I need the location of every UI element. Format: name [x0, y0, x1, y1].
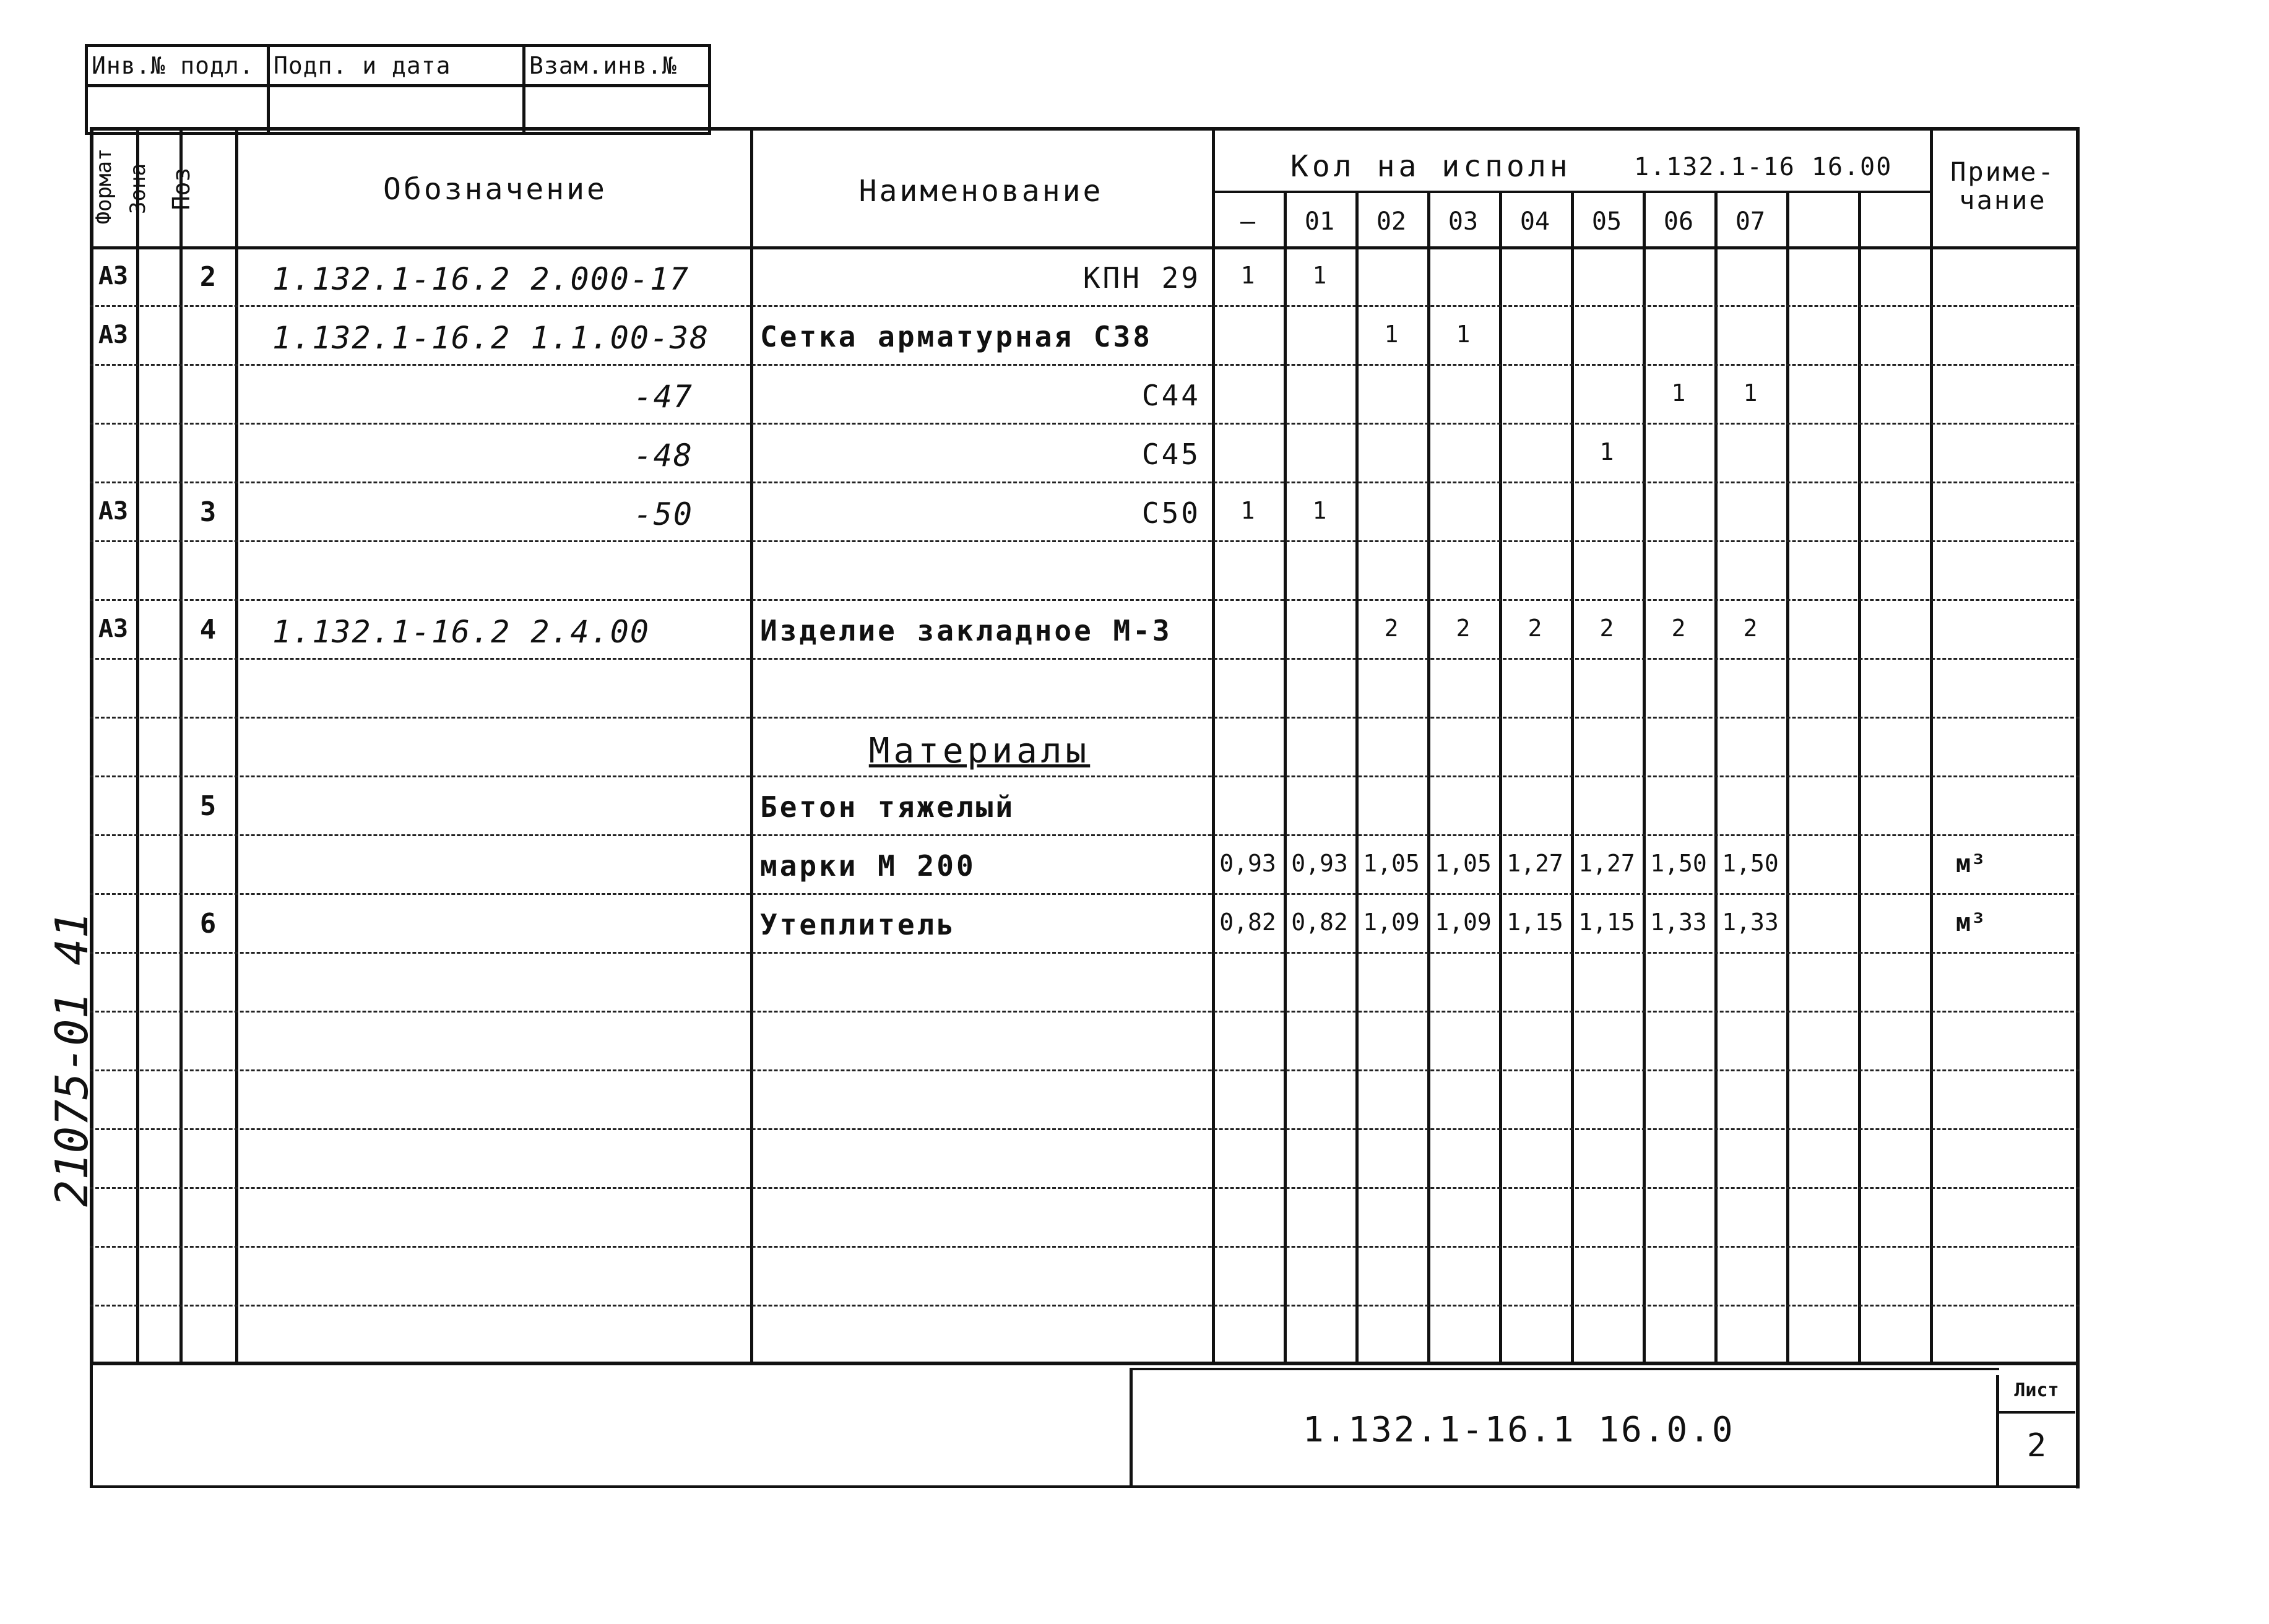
stamp-inv-cell: [87, 86, 269, 134]
title-block-left-edge: [90, 1362, 93, 1485]
sheet-number: 2: [2026, 1427, 2047, 1464]
row-qty-cell: 2: [1671, 615, 1686, 642]
sheet-label-divider: [1996, 1411, 2075, 1414]
row-name: С44: [1141, 379, 1201, 412]
variant-header: 07: [1735, 207, 1766, 236]
table-row-line: [90, 717, 2080, 719]
header-name: Наименование: [858, 174, 1104, 209]
row-qty-cell: 1,33: [1650, 909, 1707, 936]
table-row-line: [90, 775, 2080, 777]
row-designation: 1.132.1-16.2 2.000-17: [272, 261, 690, 297]
row-designation: -48: [633, 438, 693, 473]
title-block-top-rule: [90, 1362, 2080, 1365]
table-row-line: [90, 1187, 2080, 1189]
table-row-line: [90, 482, 2080, 483]
row-qty-cell: 0,93: [1219, 850, 1276, 877]
row-name: Утеплитель: [760, 908, 956, 941]
row-format: А3: [98, 262, 129, 290]
row-qty-cell: 1: [1312, 497, 1327, 524]
row-qty-cell: 1,05: [1435, 850, 1492, 877]
row-qty-cell: 1,09: [1435, 909, 1492, 936]
margin-note: 21075-01 41: [46, 912, 98, 1207]
variant-header: 01: [1304, 207, 1335, 236]
row-name: С50: [1141, 496, 1201, 530]
table-row-line: [90, 599, 2080, 601]
row-qty-cell: 1,27: [1578, 850, 1635, 877]
header-pos: Поз: [168, 167, 195, 210]
row-qty-cell: 1: [1743, 379, 1758, 407]
row-qty-cell: 1,09: [1363, 909, 1420, 936]
row-qty-cell: 1: [1240, 497, 1255, 524]
row-designation: 1.132.1-16.2 2.4.00: [272, 614, 650, 650]
stamp-replace-header: Взам.инв.№: [524, 46, 710, 86]
row-qty-cell: 2: [1384, 615, 1399, 642]
table-row-line: [90, 1246, 2080, 1248]
table-row-line: [90, 834, 2080, 836]
row-format: А3: [98, 321, 129, 349]
row-name: С45: [1141, 438, 1201, 471]
row-qty-cell: 0,82: [1219, 909, 1276, 936]
table-row-line: [90, 893, 2080, 895]
variant-header: —: [1240, 207, 1256, 236]
row-pos: 4: [199, 614, 217, 646]
row-qty-cell: 1,50: [1722, 850, 1779, 877]
row-qty-cell: 2: [1528, 615, 1542, 642]
header-format: Формат: [92, 148, 116, 225]
table-row-line: [90, 1011, 2080, 1013]
row-qty-cell: 1,15: [1578, 909, 1635, 936]
row-pos: 3: [199, 496, 217, 528]
col-line-name: [1212, 127, 1215, 1365]
row-pos: 5: [199, 790, 217, 822]
stamp-replace-cell: [524, 86, 710, 134]
table-row-line: [90, 1305, 2080, 1307]
row-qty-cell: 2: [1456, 615, 1471, 642]
header-note: Приме- чание: [1950, 157, 2055, 216]
row-designation: -47: [633, 379, 693, 415]
table-row-line: [90, 1128, 2080, 1130]
row-qty-cell: 1: [1599, 438, 1614, 465]
row-note: м³: [1956, 909, 1986, 937]
row-qty-cell: 1: [1671, 379, 1686, 407]
row-qty-cell: 0,82: [1291, 909, 1348, 936]
row-name: КПН 29: [1083, 261, 1201, 295]
header-bottom-rule: [90, 246, 2080, 249]
header-qty-title: Кол на исполн: [1290, 149, 1571, 184]
row-name: Бетон тяжелый: [760, 790, 1016, 824]
row-qty-cell: 1,15: [1506, 909, 1563, 936]
row-name: Изделие закладное М-3: [760, 614, 1172, 647]
variant-header: 02: [1376, 207, 1407, 236]
variant-header: 03: [1448, 207, 1479, 236]
table-row-line: [90, 364, 2080, 366]
variant-header: 06: [1663, 207, 1694, 236]
stamp-sign-header: Подп. и дата: [269, 46, 524, 86]
row-qty-cell: 1,50: [1650, 850, 1707, 877]
table-row-line: [90, 952, 2080, 954]
row-qty-cell: 1,33: [1722, 909, 1779, 936]
table-row-line: [90, 305, 2080, 307]
row-qty-cell: 1,05: [1363, 850, 1420, 877]
row-qty-cell: 1,27: [1506, 850, 1563, 877]
row-qty-cell: 1: [1312, 262, 1327, 289]
row-qty-cell: 2: [1743, 615, 1758, 642]
row-format: А3: [98, 615, 129, 643]
doc-number: 1.132.1-16.1 16.0.0: [1303, 1410, 1735, 1450]
stamp-sign-cell: [269, 86, 524, 134]
col-line-zone: [179, 127, 183, 1365]
row-qty-cell: 1: [1384, 321, 1399, 348]
table-row-line: [90, 540, 2080, 542]
row-name: Сетка арматурная С38: [760, 320, 1152, 353]
col-line-pos: [235, 127, 238, 1365]
table-row-line: [90, 423, 2080, 425]
row-qty-cell: 1: [1240, 262, 1255, 289]
row-designation: 1.132.1-16.2 1.1.00-38: [272, 320, 710, 356]
header-qty-doc: 1.132.1-16 16.00: [1634, 153, 1893, 181]
row-pos: 2: [199, 261, 217, 293]
row-pos: 6: [199, 908, 217, 939]
col-line-format: [136, 127, 139, 1365]
row-qty-cell: 1: [1456, 321, 1471, 348]
table-row-line: [90, 658, 2080, 660]
col-line-note: [1930, 127, 1933, 1365]
row-format: А3: [98, 497, 129, 525]
header-designation: Обозначение: [383, 172, 607, 207]
row-qty-cell: 0,93: [1291, 850, 1348, 877]
right-border: [2076, 127, 2080, 1488]
row-name: марки М 200: [760, 849, 976, 883]
table-row-line: [90, 1069, 2080, 1071]
row-designation: -50: [633, 496, 693, 532]
header-zone: Зона: [126, 163, 150, 214]
row-note: м³: [1956, 850, 1986, 878]
variant-header: 05: [1591, 207, 1622, 236]
approval-stamp: [85, 44, 711, 135]
row-qty-cell: 2: [1599, 615, 1614, 642]
variant-header: 04: [1519, 207, 1550, 236]
stamp-inv-header: Инв.№ подл.: [87, 46, 269, 86]
row-name: Материалы: [868, 731, 1091, 771]
sheet-label: Лист: [2014, 1380, 2059, 1401]
col-line-designation: [750, 127, 753, 1365]
